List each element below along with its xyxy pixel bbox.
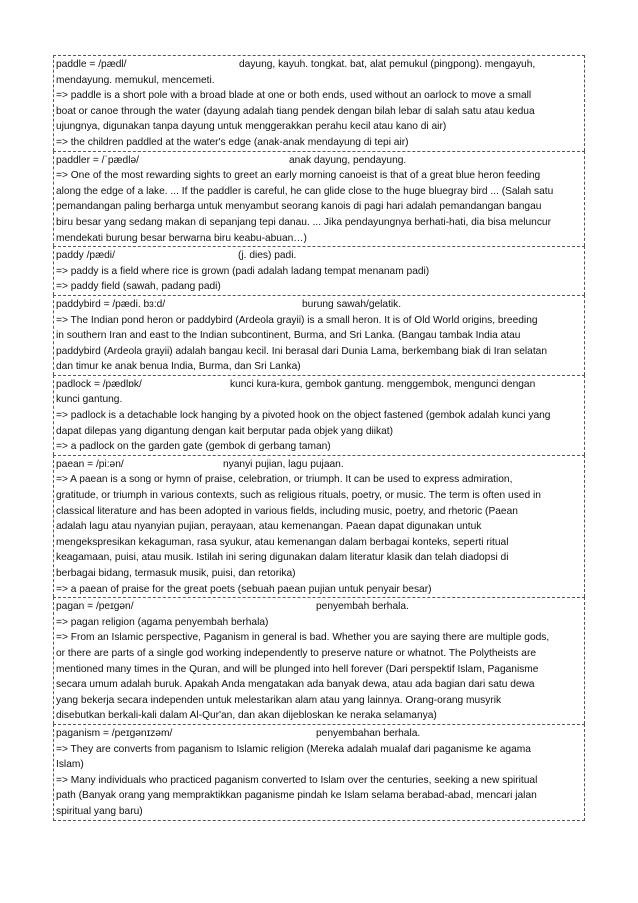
entry-text-line: along the edge of a lake. ... If the paddler is careful, he can glide close to the huge bluegray bird ... (Salah satu xyxy=(56,185,554,197)
entry-text-line: => One of the most rewarding sights to greet an early morning canoeist is that of a great blue heron feeding xyxy=(56,170,541,182)
headword: paddy /pædi/ xyxy=(56,250,115,262)
entry-header xyxy=(56,57,582,73)
translation: anak dayung, pendayung. xyxy=(289,154,407,166)
dictionary-entry xyxy=(53,375,585,455)
dictionary-page xyxy=(53,55,585,821)
entry-text-line: => A paean is a song or hymn of praise, celebration, or triumph. It can be used to express admiration, xyxy=(56,474,513,486)
headword: paganism = /peɪgənɪzəm/ xyxy=(56,727,173,739)
translation: burung sawah/gelatik. xyxy=(302,298,402,310)
entry-header xyxy=(56,248,582,264)
entry-text-line: mentioned many times in the Quran, and will be plunged into hell forever (Dari perspektif Islam, Paganisme xyxy=(56,663,539,675)
entry-text-line: pemandangan paling berharga untuk menyambut seorang kanois di pagi hari adalah pemandangan bangau xyxy=(56,201,542,213)
entry-text-line: classical literature and has been adopted in various fields, including music, poetry, and rhetoric (Paean xyxy=(56,505,518,517)
entry-text-line: path (Banyak orang yang mempraktikkan paganisme pindah ke Islam selama berabad-abad, mencari jalan xyxy=(56,790,537,802)
dictionary-entry xyxy=(53,55,585,151)
translation: dayung, kayuh. tongkat. bat, alat pemukul (pingpong). mengayuh, xyxy=(239,59,536,70)
entry-text-line: secara umum adalah buruk. Apakah Anda mengatakan ada banyak dewa, atau ada bagian dari satu dewa xyxy=(56,679,535,691)
entry-text-line: => pagan religion (agama penyembah berhala) xyxy=(56,616,269,628)
entry-header xyxy=(56,377,582,393)
entry-text-line: boat or canoe through the water (dayung adalah tiang pendek dengan bilah lebar di salah satu atau kedua xyxy=(56,105,535,117)
entry-text-line: ujungnya, digunakan tanpa dayung untuk menggerakkan perahu kecil atau kano di air) xyxy=(56,121,447,133)
entry-text-line: berbagai bidang, termasuk musik, puisi, dan retorika) xyxy=(56,568,296,579)
translation: kunci kura-kura, gembok gantung. menggembok, mengunci dengan xyxy=(230,378,536,390)
entry-text-line: yang bekerja secara independen untuk melestarikan alam atau yang lainnya. Orang-orang musyrik xyxy=(56,694,502,706)
headword: paddler = /ˈpædlə/ xyxy=(56,154,139,166)
headword: paddle = /pædl/ xyxy=(56,59,127,70)
entry-text-line: => paddy is a field where rice is grown (padi adalah ladang tempat menanam padi) xyxy=(56,265,430,277)
entry-text-line: disebutkan berkali-kali dalam Al-Qur'an, dan akan dijebloskan ke neraka selamanya) xyxy=(56,710,437,722)
entry-text-line: Islam) xyxy=(56,759,84,771)
entry-text-line: => From an Islamic perspective, Paganism in general is bad. Whether you are saying there are multiple gods, xyxy=(56,632,550,644)
entry-text-line: gratitude, or triumph in various contexts, such as religious rituals, poetry, or music. The term is often used in xyxy=(56,490,541,502)
entry-text-line: => Many individuals who practiced paganism converted to Islam over the centuries, seeking a new spiritual xyxy=(56,774,538,786)
entry-header xyxy=(56,297,582,313)
entry-text-line: mendayung. memukul, mencemeti. xyxy=(56,74,215,86)
entry-text-line: biru besar yang sedang makan di sepanjang tepi danau. ... Jika pendayungnya berhati-hati, dia bisa meluncur xyxy=(56,216,551,228)
entry-header xyxy=(56,599,582,615)
headword: paean = /pi:ən/ xyxy=(56,458,124,470)
entry-text-line: => paddy field (sawah, padang padi) xyxy=(56,281,221,293)
entry-text-line: => a padlock on the garden gate (gembok di gerbang taman) xyxy=(56,441,331,453)
entry-text-line: dapat dilepas yang digantung dengan kait berputar pada objek yang diikat) xyxy=(56,425,394,437)
entry-text-line: adalah lagu atau nyanyian pujian, perayaan, atau kemenangan. Paean dapat digunakan untuk xyxy=(56,521,482,533)
headword: pagan = /peɪgən/ xyxy=(56,601,134,613)
entry-text-line: mendekati burung besar berwarna biru keabu-abuan…) xyxy=(56,232,307,244)
dictionary-entry xyxy=(53,597,585,724)
entry-text-line: => the children paddled at the water's edge (anak-anak mendayung di tepi air) xyxy=(56,136,409,148)
translation: penyembahan berhala. xyxy=(316,727,421,739)
entry-text-line: kunci gantung. xyxy=(56,394,123,406)
entry-text-line: => paddle is a short pole with a broad blade at one or both ends, used without an oarlock to move a small xyxy=(56,90,532,102)
entry-text-line: => The Indian pond heron or paddybird (Ardeola grayii) is a small heron. It is of Old World origins, breeding xyxy=(56,314,538,326)
entry-text-line: mengekspresikan kekaguman, rasa syukur, atau kemenangan dalam berbagai konteks, seperti ritual xyxy=(56,536,509,548)
entry-text-line: => They are converts from paganism to Islamic religion (Mereka adalah mualaf dari paganisme ke agama xyxy=(56,743,531,755)
dictionary-entry xyxy=(53,724,585,821)
dictionary-entry xyxy=(53,246,585,295)
entry-text-line: or there are parts of a single god working independently to preserve nature or whatnot. The Polytheists are xyxy=(56,647,537,659)
entry-text-line: spiritual yang baru) xyxy=(56,805,143,817)
headword: padlock = /pædlɒk/ xyxy=(56,378,142,390)
translation: (j. dies) padi. xyxy=(238,250,297,262)
entry-header xyxy=(56,153,582,169)
entry-text-line: => a paean of praise for the great poets (sebuah paean pujian untuk penyair besar) xyxy=(56,583,432,595)
entry-text-line: => padlock is a detachable lock hanging by a pivoted hook on the object fastened (gembok adalah kunci yang xyxy=(56,410,551,422)
dictionary-entry xyxy=(53,295,585,375)
translation: nyanyi pujian, lagu pujaan. xyxy=(223,458,344,470)
dictionary-entry xyxy=(53,455,585,597)
entry-text-line: in southern Iran and east to the Indian subcontinent, Burma, and Sri Lanka. (Bangau tambak India atau xyxy=(56,330,521,342)
entry-text-line: keagamaan, puisi, atau musik. Istilah ini sering digunakan dalam literatur klasik dan telah diadopsi di xyxy=(56,552,509,564)
translation: penyembah berhala. xyxy=(316,601,409,613)
entry-text-line: paddybird (Ardeola grayii) adalah bangau kecil. Ini berasal dari Dunia Lama, berkembang biak di Iran selatan xyxy=(56,345,547,357)
dictionary-entry xyxy=(53,151,585,247)
headword: paddybird = /pædi. bɜ:d/ xyxy=(56,298,166,310)
entry-text-line: dan timur ke anak benua India, Burma, dan Sri Lanka) xyxy=(56,361,301,373)
entry-header xyxy=(56,726,582,742)
entry-header xyxy=(56,457,582,473)
